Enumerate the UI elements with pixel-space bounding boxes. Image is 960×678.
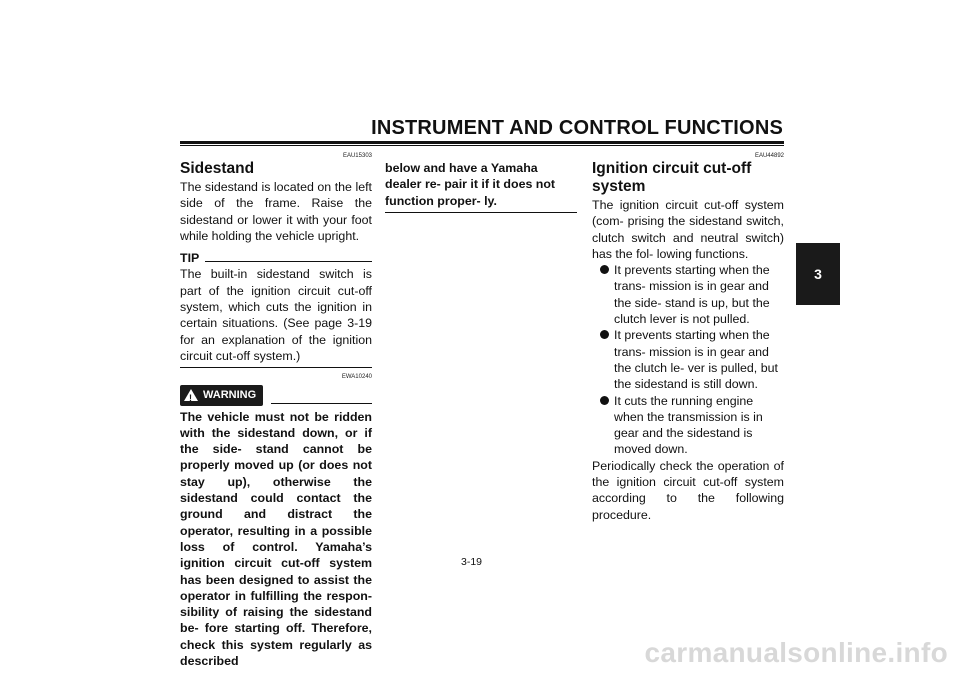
page-number: 3-19 xyxy=(461,556,483,568)
tip-end-rule xyxy=(180,367,372,368)
watermark-text: carmanualsonline.info xyxy=(644,637,948,668)
tip-header xyxy=(180,250,372,266)
page-header-title: INSTRUMENT AND CONTROL FUNCTIONS xyxy=(371,117,783,139)
warning-triangle-icon xyxy=(184,389,198,401)
column-middle xyxy=(385,152,577,213)
section-code-ignition: EAU44892 xyxy=(754,153,784,159)
ignition-intro: The ignition circuit cut-off system (com- prising the sidestand switch, clutch switch and neutral switch) has the fol- lowing functions. xyxy=(592,198,784,261)
section-title-ignition: Ignition circuit cut-off system xyxy=(592,160,752,195)
warning-end-rule xyxy=(385,212,577,213)
column-right xyxy=(592,152,784,523)
warning-badge xyxy=(180,385,263,405)
list-item xyxy=(600,327,784,392)
warning-code: EWA10240 xyxy=(341,374,372,381)
header-rule xyxy=(180,141,784,144)
warning-label: WARNING xyxy=(203,389,257,402)
warning-header xyxy=(180,385,372,405)
list-item xyxy=(600,393,784,458)
sidestand-body: The sidestand is located on the left side of the frame. Raise the sidestand or lower it with your foot while holding the vehicle upright. xyxy=(180,180,372,243)
column-left xyxy=(180,152,372,669)
bullet-icon xyxy=(600,396,609,405)
bullet-icon xyxy=(600,330,609,339)
chapter-tab: 3 xyxy=(796,243,840,305)
bullet-icon xyxy=(600,265,609,274)
list-item-text: It prevents starting when the trans- mission is in gear and the clutch le- ver is pulled, but the sidestand is still down. xyxy=(614,328,778,392)
section-title-sidestand: Sidestand xyxy=(180,160,255,177)
ignition-outro: Periodically check the operation of the ignition circuit cut-off system according to the following procedure. xyxy=(592,458,784,522)
tip-rule xyxy=(205,261,372,262)
warning-rule xyxy=(271,403,372,404)
tip-text: The built-in sidestand switch is part of the ignition circuit cut-off system, which cuts the ignition in certain situations. (See page 3-19 for an explanation of the ignition circuit cut-off system.) xyxy=(180,267,372,363)
header-rule-thin xyxy=(180,145,784,146)
list-item-text: It cuts the running engine when the transmission is in gear and the sidestand is moved down. xyxy=(614,393,763,457)
ignition-function-list xyxy=(592,262,784,458)
tip-label: TIP xyxy=(180,251,200,266)
section-code: EAU15303 xyxy=(342,153,372,159)
warning-text-part2: below and have a Yamaha dealer re- pair it if it does not function proper- ly. xyxy=(385,161,556,208)
list-item-text: It prevents starting when the trans- mission is in gear and the side- stand is up, but the clutch lever is not pulled. xyxy=(614,263,770,327)
warning-text-part1: The vehicle must not be ridden with the sidestand down, or if the side- stand cannot be properly moved up (or does not stay up), otherwise the sidestand could contact the ground and distract the operator, resulting in a possible loss of control. Yamaha’s ignition circuit cut-off system has been designed to assist the operator in fulfilling the respon- sibility of raising the sidestand be- fore starting off. Therefore, check this system regularly as described xyxy=(180,409,372,669)
list-item xyxy=(600,262,784,327)
